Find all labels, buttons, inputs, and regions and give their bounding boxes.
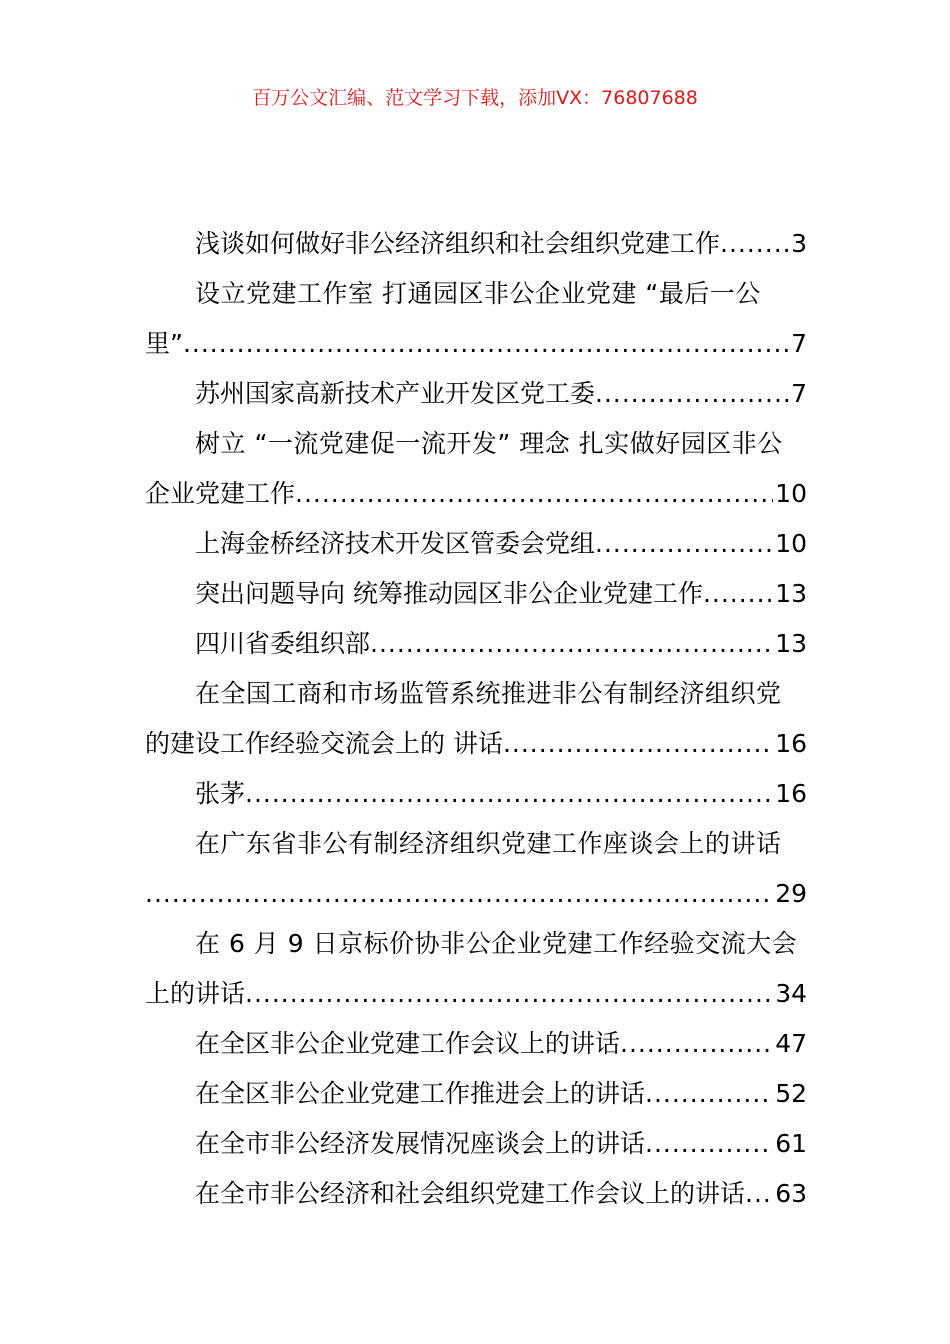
toc-line bbox=[145, 274, 807, 324]
toc-page-number: 63 bbox=[775, 1179, 807, 1208]
toc-entry-title: 上的讲话 bbox=[145, 979, 246, 1008]
toc-entry-title: 浅谈如何做好非公经济组织和社会组织党建工作 bbox=[195, 229, 721, 258]
dot-leader bbox=[503, 724, 773, 764]
toc-page-number: 10 bbox=[775, 479, 807, 508]
toc-page-number: 7 bbox=[791, 379, 807, 408]
toc-line bbox=[145, 1124, 807, 1174]
dot-leader bbox=[645, 1124, 773, 1164]
toc-line bbox=[145, 824, 807, 874]
dot-leader bbox=[245, 974, 773, 1014]
toc-entry-title: 苏州国家高新技术产业开发区党工委 bbox=[195, 379, 596, 408]
dot-leader bbox=[645, 1074, 773, 1114]
toc-entry[interactable] bbox=[145, 274, 807, 374]
toc-page-number: 61 bbox=[775, 1129, 807, 1158]
toc-line bbox=[145, 474, 807, 524]
dot-leader bbox=[370, 624, 773, 664]
dot-leader bbox=[745, 1174, 773, 1214]
toc-entry-title: 设立党建工作室 打通园区非公企业党建 “最后一公 bbox=[195, 279, 761, 308]
toc-entry-title: 在全市非公经济发展情况座谈会上的讲话 bbox=[195, 1129, 646, 1158]
toc-entry-title: 树立 “一流党建促一流开发” 理念 扎实做好园区非公 bbox=[195, 429, 783, 458]
toc-entry[interactable] bbox=[145, 1074, 807, 1124]
toc-line bbox=[145, 1074, 807, 1124]
toc-entry-title: 里” bbox=[145, 329, 183, 358]
toc-line bbox=[145, 974, 807, 1024]
toc-entry[interactable] bbox=[145, 774, 807, 824]
toc-entry-title: 在全区非公企业党建工作推进会上的讲话 bbox=[195, 1079, 646, 1108]
toc-entry[interactable] bbox=[145, 924, 807, 1024]
toc-line bbox=[145, 324, 807, 374]
dot-leader bbox=[595, 524, 773, 564]
toc-page-number: 10 bbox=[775, 529, 807, 558]
toc-entry-title: 在 6 月 9 日京标价协非公企业党建工作经验交流大会 bbox=[195, 929, 798, 958]
toc-line bbox=[145, 674, 807, 724]
toc-page-number: 34 bbox=[775, 979, 807, 1008]
toc-entry-title: 在全国工商和市场监管系统推进非公有制经济组织党 bbox=[195, 679, 782, 708]
toc-entry-title: 上海金桥经济技术开发区管委会党组 bbox=[195, 529, 596, 558]
toc-line bbox=[145, 1174, 807, 1224]
toc-page-number: 29 bbox=[775, 879, 807, 908]
toc-entry[interactable] bbox=[145, 674, 807, 774]
toc-entry-title: 在广东省非公有制经济组织党建工作座谈会上的讲话 bbox=[195, 829, 782, 858]
toc-entry[interactable] bbox=[145, 824, 807, 924]
toc-page-number: 7 bbox=[791, 329, 807, 358]
dot-leader bbox=[145, 874, 773, 914]
toc-page-number: 16 bbox=[775, 779, 807, 808]
toc-line bbox=[145, 224, 807, 274]
toc-entry[interactable] bbox=[145, 1174, 807, 1224]
toc-entry-title: 四川省委组织部 bbox=[195, 629, 371, 658]
toc-page-number: 16 bbox=[775, 729, 807, 758]
dot-leader bbox=[620, 1024, 773, 1064]
toc-page-number: 3 bbox=[791, 229, 807, 258]
toc-page-number: 13 bbox=[775, 579, 807, 608]
toc-line bbox=[145, 624, 807, 674]
dot-leader bbox=[720, 224, 789, 264]
toc-entry-title: 企业党建工作 bbox=[145, 479, 296, 508]
toc-page-number: 52 bbox=[775, 1079, 807, 1108]
toc-entry[interactable] bbox=[145, 524, 807, 574]
toc-entry[interactable] bbox=[145, 224, 807, 274]
dot-leader bbox=[245, 774, 773, 814]
toc-entry[interactable] bbox=[145, 574, 807, 624]
toc-line bbox=[145, 924, 807, 974]
header-watermark-text: 百万公文汇编、范文学习下载，添加VX：76807688 bbox=[252, 87, 698, 109]
toc-entry-title: 在全区非公企业党建工作会议上的讲话 bbox=[195, 1029, 621, 1058]
toc-line bbox=[145, 724, 807, 774]
toc-entry-title: 张茅 bbox=[195, 779, 246, 808]
toc-entry[interactable] bbox=[145, 1124, 807, 1174]
toc-line bbox=[145, 874, 807, 924]
toc-page-number: 47 bbox=[775, 1029, 807, 1058]
toc-entry[interactable] bbox=[145, 624, 807, 674]
toc-line bbox=[145, 524, 807, 574]
dot-leader bbox=[183, 324, 789, 364]
dot-leader bbox=[595, 374, 789, 414]
toc-line bbox=[145, 574, 807, 624]
toc-entry[interactable] bbox=[145, 424, 807, 524]
toc-entry-title: 在全市非公经济和社会组织党建工作会议上的讲话 bbox=[195, 1179, 746, 1208]
toc-line bbox=[145, 374, 807, 424]
toc-entry[interactable] bbox=[145, 374, 807, 424]
toc-line bbox=[145, 424, 807, 474]
dot-leader bbox=[703, 574, 773, 614]
table-of-contents bbox=[145, 224, 807, 1224]
toc-line bbox=[145, 1024, 807, 1074]
toc-line bbox=[145, 774, 807, 824]
toc-page-number: 13 bbox=[775, 629, 807, 658]
toc-entry-title: 突出问题导向 统筹推动园区非公企业党建工作 bbox=[195, 579, 703, 608]
dot-leader bbox=[295, 474, 773, 514]
toc-entry-title: 的建设工作经验交流会上的 讲话 bbox=[145, 729, 503, 758]
toc-entry[interactable] bbox=[145, 1024, 807, 1074]
